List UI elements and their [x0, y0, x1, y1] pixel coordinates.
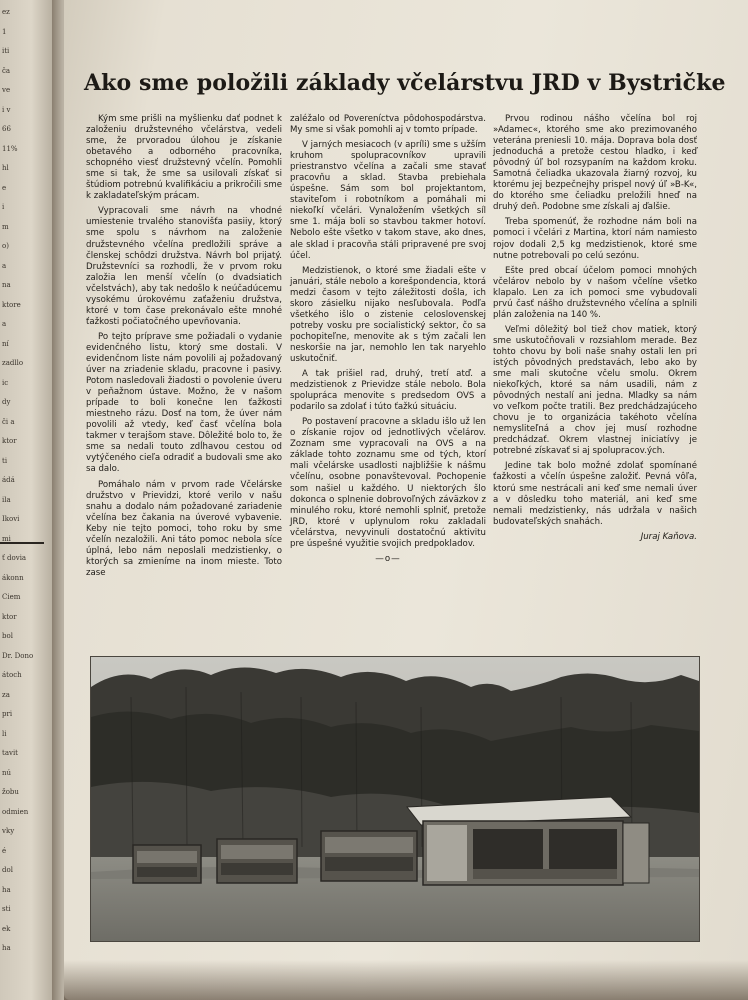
adjacent-page-text-fragment: ní [2, 339, 9, 348]
adjacent-page-text-fragment: i [2, 203, 5, 211]
article-column-3 [493, 114, 697, 547]
apiary-photo [90, 656, 700, 942]
article-column-1 [86, 114, 282, 583]
adjacent-page-text-fragment: ic [2, 378, 9, 387]
adjacent-page-text-fragment: ktore [2, 300, 21, 309]
paragraph: Po postavení pracovne a skladu išlo už len o získanie rojov od jednotlivých včelárov. Zoznam sme vypracovali na OVS a na základe tohto zoznamu sme od tých, ktorí mali včelárske usadlosti najbližšie k nášmu včelínu, osobne ponavštevoval. Pochopenie som našiel u každého. U niektorých šlo dokonca o splnenie dobrovoľných záväzkov z minulého roku, ktoré nemohli splniť, pretože JRD, ktoré v uplynulom roku zakladali včelárstva, nevyvinuli dostatočnú aktivitu pre úspešné využitie svojich predpokladov. [290, 417, 486, 549]
adjacent-page [0, 0, 52, 1000]
paragraph: Veľmi dôležitý bol tiež chov matiek, ktorý sme uskutočňovali v rozsiahlom merade. Bez tohto chovu by boli naše snahy ostali len pri istých pôvodných predstavách, lebo ako by sme mali skutočne včelu smolu. Okrem niekoľkých, ktoré sa nám usadili, nám z pôvodných nestalí ani jedna. Mladky sa nám vo veľkom počte tratili. Bez predchádzajúceho chovu je to organizácia takéhoto včelína nemysliteľná a chov jej musí rozhodne predchádzať. Okrem vlastnej iniciatívy je potrebné získavať si aj spolupracov.ých. [493, 324, 697, 457]
adjacent-page-text-fragment: 11% [2, 144, 18, 153]
author-signature [493, 532, 697, 543]
adjacent-page-text-fragment: Ciem [2, 593, 21, 601]
page-shadow [64, 960, 748, 1000]
adjacent-page-text-fragment: sti [2, 905, 11, 913]
adjacent-page-text-fragment: e [2, 183, 7, 192]
adjacent-page-text-fragment: žobu [2, 788, 19, 796]
adjacent-page-text-fragment: ádá [2, 476, 15, 484]
adjacent-page-text-fragment: Ikovi [2, 515, 20, 523]
adjacent-page-text-fragment: ť dovia [2, 554, 27, 562]
adjacent-page-text-fragment: ha [2, 885, 11, 894]
adjacent-page-text-fragment: či a [2, 417, 15, 426]
adjacent-page-text-fragment: hl [2, 164, 9, 172]
adjacent-page-text-fragment: 66 [2, 125, 11, 133]
paragraph: Ešte pred obcaí účelom pomoci mnohých včelárov nebolo by v našom včelíne všetko klapalo. Len za ich pomoci sme vybudovali prvú časť nášho družstevného včelína a splnili plán založenia na 140 %. [493, 265, 697, 320]
adjacent-page-rule [0, 542, 44, 544]
adjacent-page-text-fragment: vky [2, 827, 15, 835]
adjacent-page-text-fragment: ti [2, 456, 8, 465]
adjacent-page-text-fragment: pri [2, 710, 13, 718]
adjacent-page-text-fragment: na [2, 281, 11, 289]
adjacent-page-text-fragment: tavit [2, 749, 18, 757]
bee-pavilion [407, 797, 649, 885]
adjacent-page-text-fragment: ve [2, 86, 11, 94]
adjacent-page-text-fragment: dol [2, 866, 13, 874]
adjacent-page-text-fragment: o) [2, 242, 9, 250]
adjacent-page-text-fragment: ča [2, 66, 11, 75]
adjacent-page-text-fragment: ktor [2, 437, 17, 445]
adjacent-page-text-fragment: Dr. Dono [2, 651, 34, 660]
paragraph: V jarných mesiacoch (v apríli) sme s užším kruhom spolupracovníkov upravili priestranstvo včelína a začali sme stavať pracovňu a sklad. Stavba prebiehala úspešne. Sám som bol projektantom, staviteľom i robotníkom a pomáhali mi niekoľkí včelári. Vynaložením všetkých síl sme 1. mája boli so stavbou takmer hotoví. Nebolo ešte všetko v takom stave, ako dnes, ale sklad i pracovňa stáli pripravené pre svoj účel. [290, 140, 486, 261]
adjacent-page-text-fragment: mi [2, 534, 11, 543]
paragraph: Po tejto príprave sme požiadali o vydanie evidenčného listu, ktorý sme dostali. V evidenčnom liste nám povolili aj požadovaný úver na zriadenie skladu, pracovne i pasivy. Potom nasledovali žiadosti o povolenie úveru v peňažnom ústave. Možno, že v našom prípade to boli konečne len ťažkosti miestneho rázu. Dosť na tom, že úver nám povolili až vtedy, keď časť včelína bola takmer v terajšom stave. Dôležité bolo to, že sme sa nedali touto zdĺhavou cestou od vytýčeného cieľa odradiť a budovali sme ako sa dalo. [86, 331, 282, 475]
adjacent-page-text-fragment: za [2, 690, 10, 699]
section-separator: —o— [375, 553, 401, 564]
paragraph: Kým sme prišli na myšlienku dať podnet k založeniu družstevného včelárstva, vedeli sme, že prvoradou úlohou je získanie obetavého a odborného pracovníka, schopného viesť družstevný včelín. Pomohli sme si tak, že sme sa usilovali získať si štúdiom potrebnú kvalifikáciu a prikročili sme k zakladateľským prácam. [86, 114, 282, 202]
adjacent-page-text-fragment: zadllo [2, 359, 24, 367]
adjacent-page-text-fragment: átoch [2, 671, 22, 679]
adjacent-page-text-fragment: ha [2, 944, 11, 952]
article-column-2 [290, 114, 486, 569]
paragraph: Treba spomenúť, že rozhodne nám boli na pomoci i včelári z Martina, ktorí nám namiesto rojov dodali 2,5 kg medzistienok, ktoré sme nutne potrebovali po celú sezónu. [493, 217, 697, 261]
paragraph: Vypracovali sme návrh na vhodné umiestenie trvalého stanovišťa pasiiy, ktorý sme spolu s návrhom na založenie družstevného včelína predložili správe a členskej schôdzi družstva. Návrh bol prijatý. Družstevníci sa rozhodli, že v prvom roku založia len menší včelín (o dvadsiatich včelstvách), aby tak nedošlo k neúčadúcemu vysokému úrokovému zaťaženiu družstva, ktoré v tom čase prekonávalo ešte mnohé ťažkosti počiatočného upevňovania. [86, 206, 282, 327]
paragraph: A tak prišiel rad, druhý, tretí atď. a medzistienok z Prievidze stále nebolo. Bola spolupráca menovite s predsedom OVS a podarilo sa zdolať i túto ťažkú situáciu. [290, 369, 486, 413]
adjacent-page-text-fragment: a [2, 261, 7, 270]
adjacent-page-text-fragment: ila [2, 495, 11, 504]
adjacent-page-text-fragment: ákonn [2, 573, 24, 582]
adjacent-page-text-fragment: iti [2, 47, 10, 55]
paragraph: Medzistienok, o ktoré sme žiadali ešte v januári, stále nebolo a korešpondencia, ktorá medzi časom v tejto záležitosti došla, ich skoro zásielku nijako nesľubovala. Podľa všetkého išlo o zistenie celoslovenskej potreby vosku pre socialistický sektor, čo sa pochopiteľne, menovite ak s tým začali len neskoršie na jar, nemohlo len tak naryehlo uskutočniť. [290, 265, 486, 364]
author-name: Juraj Kaňova. [640, 531, 697, 542]
adjacent-page-text-fragment: m [2, 222, 9, 231]
adjacent-page-text-fragment: i v [2, 105, 11, 114]
adjacent-page-text-fragment: a [2, 320, 7, 328]
adjacent-page-text-fragment: ktor [2, 612, 17, 621]
article-title: Ako sme položili základy včelárstvu JRD v Bystričke [84, 70, 726, 96]
adjacent-page-text-fragment: nú [2, 768, 12, 777]
adjacent-page-text-fragment: bol [2, 632, 13, 640]
adjacent-page-text-fragment: 1 [2, 27, 7, 36]
adjacent-page-text-fragment: é [2, 846, 7, 855]
adjacent-page-text-fragment: odmien [2, 807, 29, 816]
adjacent-page-text-fragment: li [2, 729, 7, 738]
adjacent-page-text-fragment: ez [2, 8, 10, 16]
adjacent-page-text-fragment: dy [2, 398, 11, 406]
paragraph: Pomáhalo nám v prvom rade Včelárske družstvo v Prievidzi, ktoré verilo v našu snahu a dodalo nám požadované zariadenie včelína bez čakania na úverové vybavenie. Keby nie tejto pomoci, toho roku by sme včelín nezaložili. Ani táto pomoc nebola síce úplná, lebo nám neposlali medzistienky, o ktorých sa zmieníme na inom mieste. Toto zase [86, 479, 282, 578]
paragraph: Jedine tak bolo možné zdolať spomínané ťažkosti a včelín úspešne založiť. Pevná vôľa, ktorú sme nestrácali ani keď sme nemali úver a v dôsledku toho materiál, ani keď sme nemali medzistienky, nás udržala v našich budovateľských snahách. [493, 461, 697, 527]
paragraph: zaléžalo od Povereníctva pôdohospodárstva. My sme si však pomohli aj v tomto prípade. [290, 114, 486, 136]
paragraph: Prvou rodinou nášho včelína bol roj »Adamec«, ktorého sme ako prezimovaného veterána preniesli 10. mája. Doprava bola dosť jednoduchá a pretože cestou hladko, i keď pôvodný úľ bol rozsypaním na každom kroku. Samotná čeliadka ukazovala žiarný rozvoj, ku ktorému jej bezpečnejhy prispel nový úľ »B-K«, do ktorého sme čeliadku preložili hneď na druhý deň. Podobne sme získali aj ďalšie. [493, 114, 697, 213]
apiary-photo-drawing [91, 657, 699, 941]
adjacent-page-text-fragment: ek [2, 924, 11, 933]
